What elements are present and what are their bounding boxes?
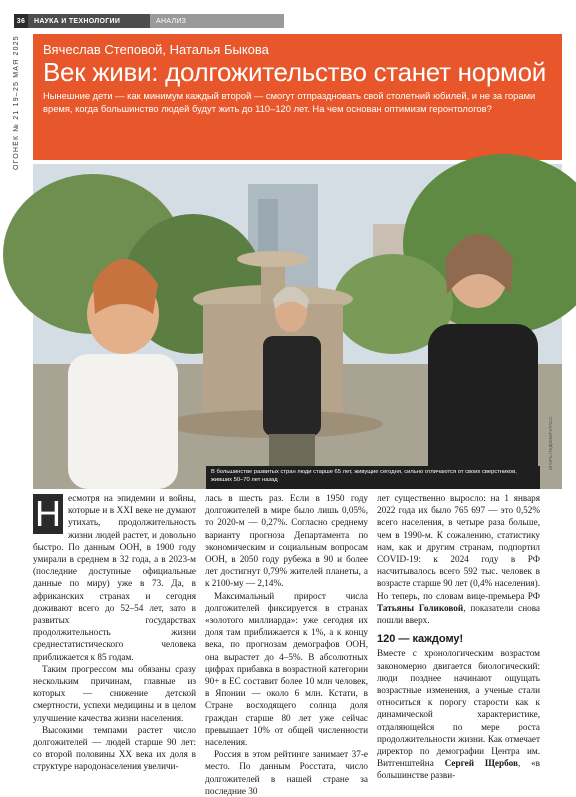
article-header bbox=[33, 34, 562, 160]
paragraph: Таким прогрессом мы обязаны сразу нескольким причинам, главные из которых — снижение детской смертности, успехи медицины и в целом улучшение качества жизни населения. bbox=[33, 663, 196, 723]
text-column-3 bbox=[377, 492, 540, 782]
paragraph: есмотря на эпидемии и войны, которые и в XXI веке не думают утихать, продолжительность жизни людей растет, и довольно быстро. По данным ООН, в 1900 году умирали в среднем в 32 года, а в 2023-м (последние доступные официальные данные по миру) уже в 73. Да, в африканских странах и сегодня доживают всего до 52–54 лет, зато в развитых государствах продолжительность жизни среднестатистического человека приближается к 85 годам. bbox=[33, 493, 196, 662]
authors: Вячеслав Степовой, Наталья Быкова bbox=[43, 42, 269, 57]
paragraph: Максимальный прирост числа долгожителей фиксируется в странах «золотого миллиарда»: уже сегодня их доля там приближается к 1%, а к концу века, по прогнозам демографов ООН, она вырастет до 4–5%. В абсолютных цифрах прибавка в возрастной категории 90+ в ЕС составит более 10 млн человек, в Японии — около 6 млн. Кстати, в Стране восходящего солнца доля граждан старше 80 лет уже сейчас превышает 10% от общей численности населения. bbox=[205, 590, 368, 748]
text-column-1 bbox=[33, 492, 196, 773]
section-label: НАУКА И ТЕХНОЛОГИИ bbox=[28, 14, 150, 28]
article-title: Век живи: долгожительство станет нормой bbox=[43, 57, 546, 87]
paragraph bbox=[377, 647, 540, 781]
photo-illustration bbox=[33, 164, 562, 489]
issue-label: ОГОНЁК № 21 19–25 МАЯ 2025 bbox=[13, 35, 20, 170]
article-lead: Нынешние дети — как минимум каждый второй — смогут отпраздновать свой столетний юбилей, и не за горами время, когда большинство людей будут жить до 110–120 лет. На чем основан оптимизм геронтологов? bbox=[43, 90, 536, 114]
text-run: Вместе с хронологическим возрастом закономерно двигается биологический: люди позднее начинают ощущать возрастные изменения, а ученые стали относиться к порогу старости как к динамической характеристике, отдаляющейся по мере роста продолжительности жизни. Как отмечает директор по демографии Центра им. Витгенштейна bbox=[377, 648, 540, 769]
drop-cap: Н bbox=[35, 493, 61, 534]
subsection-label: АНАЛИЗ bbox=[150, 14, 284, 28]
paragraph: Россия в этом рейтинге занимает 37-е место. По данным Росстата, число долгожителей в нашей стране за последние 30 bbox=[205, 749, 368, 796]
text-run: , показатели снова пошли вверх. bbox=[377, 602, 541, 626]
subheading: 120 — каждому! bbox=[377, 633, 464, 646]
person-name: Татьяны Голиковой bbox=[377, 602, 464, 613]
text-column-2 bbox=[205, 492, 368, 797]
section-bar bbox=[14, 14, 284, 28]
photo-caption: В большинстве развитых стран люди старше 65 лет, живущие сегодня, сильно отличаются от своих сверстников, живших 50–70 лет назад bbox=[206, 466, 540, 489]
article-photo bbox=[33, 164, 562, 489]
paragraph bbox=[377, 492, 540, 626]
text-run: лет существенно выросло: на 1 января 2022 года их было 765 697 — это 0,52% всего населения, в четыре раза больше, чем в 1990-м. К сожалению, статистику нам, как и другим странам, подпортил COVID-19: к 2024 году в РФ насчитывалось всего 592 тыс. человек в возрасте старше 90 лет (0,4% населения). Но теперь, по словам вице-премьера РФ bbox=[377, 493, 540, 601]
paragraph: лась в шесть раз. Если в 1950 году долгожителей в мире было лишь 0,05%, то 2020-м — 0,27%. Согласно среднему варианту прогноза Департамента по экономическим и социальным вопросам ООН, в 2050 году рубежа в 90 и более лет достигнут 0,79% жителей планеты, а к 2100-му — 2,14%. bbox=[205, 493, 368, 589]
text-run: , «в большинстве разви- bbox=[377, 758, 541, 781]
photo-credit: ИГОРЬ ПЕДКЕВИЧ/ТАСС bbox=[548, 416, 553, 470]
person-name: Сергей Щербов bbox=[444, 758, 518, 769]
page-number: 36 bbox=[14, 14, 28, 28]
paragraph: Высокими темпами растет число долгожителей — людей старше 90 лет: со второй половины XX века их доля в структуре народонаселения увеличи- bbox=[33, 724, 196, 772]
